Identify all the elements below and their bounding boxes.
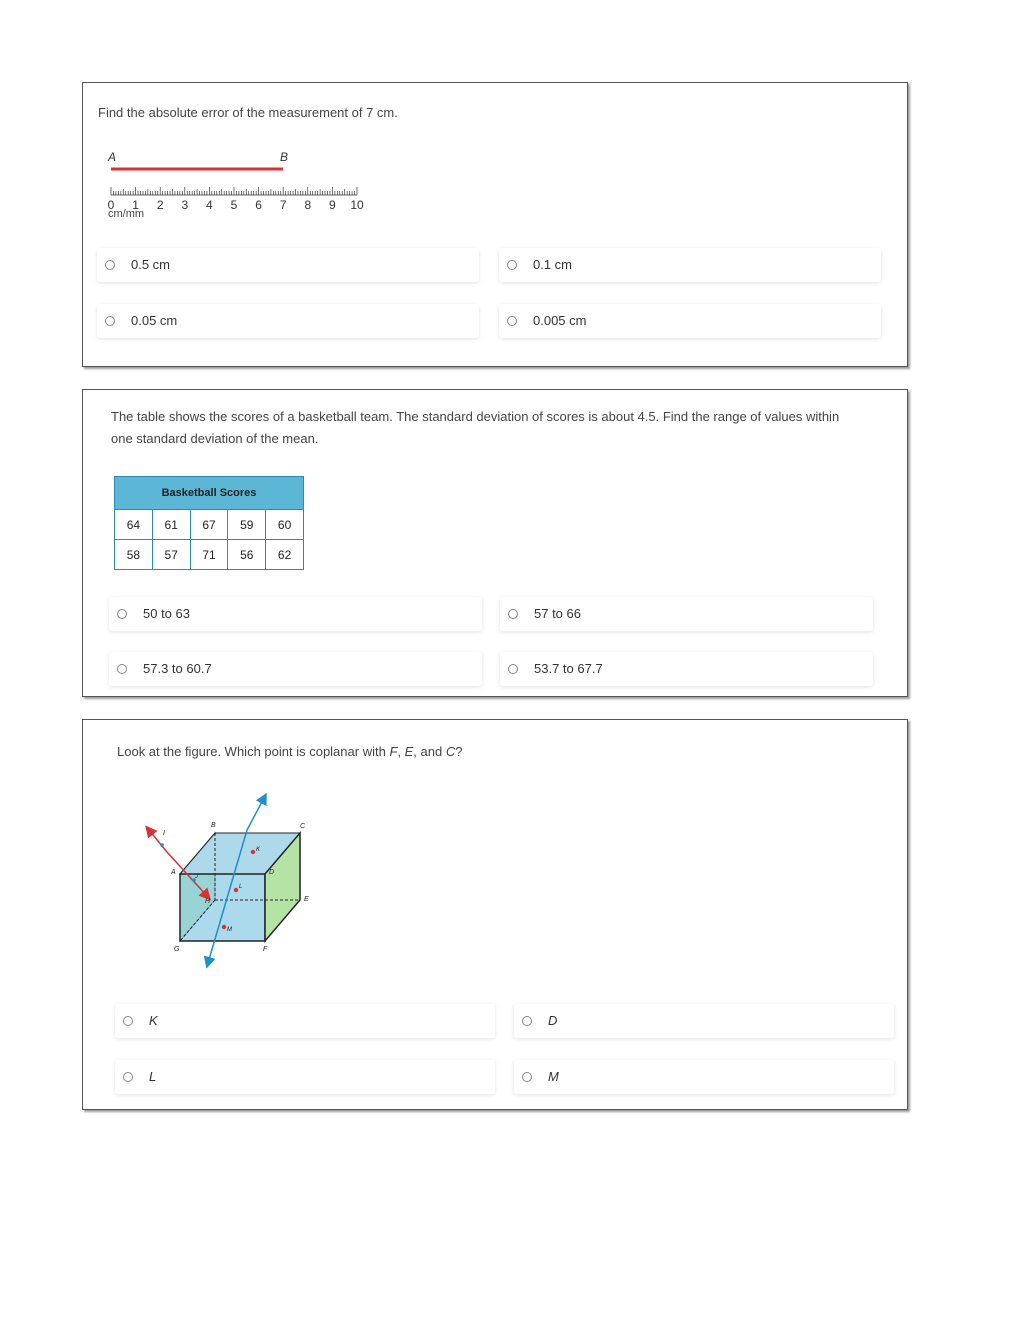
- radio-button[interactable]: [123, 1072, 133, 1082]
- option-label: 53.7 to 67.7: [534, 661, 603, 676]
- table-cell: 64: [115, 510, 153, 540]
- label-j: J: [195, 874, 198, 880]
- option-d[interactable]: [514, 1060, 894, 1094]
- label-b: B: [211, 822, 216, 829]
- ruler-tick-labels: [108, 198, 364, 212]
- label-i: I: [163, 830, 165, 837]
- point-a-label: A: [108, 150, 117, 164]
- point-k: [251, 850, 255, 854]
- option-label: 57 to 66: [534, 606, 581, 621]
- question-1-prompt: Find the absolute error of the measurement of 7 cm.: [98, 105, 398, 120]
- option-a[interactable]: [109, 597, 482, 631]
- ruler-tick-label: 5: [230, 198, 238, 212]
- option-b[interactable]: [499, 248, 881, 282]
- ruler-tick-label: 10: [350, 198, 364, 212]
- ruler-tick-label: 9: [329, 198, 336, 212]
- radio-button[interactable]: [117, 609, 127, 619]
- prompt-text: , and: [413, 744, 446, 759]
- option-label: 0.5 cm: [131, 257, 171, 272]
- ruler-unit-label: cm/mm: [108, 208, 145, 220]
- radio-button[interactable]: [105, 260, 115, 270]
- table-cell: 62: [266, 540, 304, 570]
- option-c[interactable]: [109, 652, 482, 686]
- option-label: 57.3 to 60.7: [143, 661, 212, 676]
- table-row: [115, 540, 304, 570]
- label-a: A: [171, 869, 176, 876]
- question-3-prompt: [117, 741, 462, 763]
- label-d: D: [269, 869, 275, 876]
- ruler-tick-label: 1: [132, 198, 139, 212]
- option-label: 50 to 63: [143, 606, 190, 621]
- ruler-tick-label: 6: [255, 198, 262, 212]
- question-2-prompt-line-2: one standard deviation of the mean.: [111, 431, 319, 446]
- ruler-ticks: [111, 187, 357, 195]
- cube-figure: [137, 792, 337, 982]
- table-cell: 61: [152, 510, 190, 540]
- label-f: F: [263, 946, 268, 953]
- ruler-tick-label: 3: [181, 198, 189, 212]
- point-m: [222, 925, 226, 929]
- option-label: D: [548, 1013, 558, 1028]
- question-2-prompt-line-1: The table shows the scores of a basketball team. The standard deviation of scores is about 4.5. Find the range of values within: [111, 409, 840, 424]
- option-label: 0.005 cm: [533, 313, 587, 328]
- table-cell: 71: [190, 540, 228, 570]
- question-2-prompt: [111, 406, 891, 450]
- ruler-tick-label: 0: [107, 198, 115, 212]
- radio-button[interactable]: [522, 1072, 532, 1082]
- table-row: [115, 510, 304, 540]
- table-cell: 59: [228, 510, 266, 540]
- option-c[interactable]: [115, 1060, 495, 1094]
- basketball-scores-table: [114, 476, 304, 570]
- radio-button[interactable]: [508, 609, 518, 619]
- label-l: L: [239, 884, 243, 890]
- prompt-text: Look at the figure. Which point is coplanar with: [117, 744, 390, 759]
- radio-button[interactable]: [123, 1016, 133, 1026]
- option-label: 0.05 cm: [131, 313, 178, 328]
- option-label: K: [149, 1013, 158, 1028]
- ruler-tick-label: 7: [279, 198, 287, 212]
- ruler-figure: [103, 147, 403, 227]
- label-g: G: [174, 946, 180, 953]
- prompt-text: ,: [397, 744, 405, 759]
- question-card-1: [82, 82, 908, 367]
- table-title: Basketball Scores: [115, 477, 304, 510]
- radio-button[interactable]: [117, 664, 127, 674]
- option-a[interactable]: [97, 248, 479, 282]
- table-cell: 67: [190, 510, 228, 540]
- table-cell: 60: [266, 510, 304, 540]
- question-card-2: [82, 389, 908, 697]
- prompt-point-c: C: [445, 744, 456, 759]
- radio-button[interactable]: [507, 260, 517, 270]
- label-e: E: [304, 896, 309, 903]
- radio-button[interactable]: [507, 316, 517, 326]
- ruler-tick-label: 8: [304, 198, 312, 212]
- option-b[interactable]: [500, 597, 873, 631]
- radio-button[interactable]: [105, 316, 115, 326]
- ruler-tick-label: 4: [206, 198, 213, 212]
- ruler-tick-label: 2: [156, 198, 164, 212]
- label-k: K: [256, 847, 261, 853]
- option-label: L: [149, 1069, 157, 1084]
- label-m: M: [227, 927, 232, 933]
- table-cell: 57: [152, 540, 190, 570]
- option-d[interactable]: [499, 304, 881, 338]
- point-b-label: B: [280, 150, 289, 164]
- option-d[interactable]: [500, 652, 873, 686]
- plane-front: [180, 874, 265, 941]
- radio-button[interactable]: [508, 664, 518, 674]
- option-a[interactable]: [115, 1004, 495, 1038]
- line-through-k-l-m: [247, 798, 264, 830]
- prompt-point-e: E: [404, 744, 414, 759]
- option-b[interactable]: [514, 1004, 894, 1038]
- prompt-point-f: F: [389, 744, 398, 759]
- option-label: M: [548, 1069, 559, 1084]
- point-l: [234, 888, 238, 892]
- table-cell: 56: [228, 540, 266, 570]
- label-h: H: [205, 898, 211, 905]
- point-i: [160, 843, 164, 847]
- option-c[interactable]: [97, 304, 479, 338]
- question-card-3: [82, 719, 908, 1110]
- label-c: C: [300, 823, 306, 830]
- radio-button[interactable]: [522, 1016, 532, 1026]
- option-label: 0.1 cm: [533, 257, 573, 272]
- table-cell: 58: [115, 540, 153, 570]
- prompt-text: ?: [455, 744, 463, 759]
